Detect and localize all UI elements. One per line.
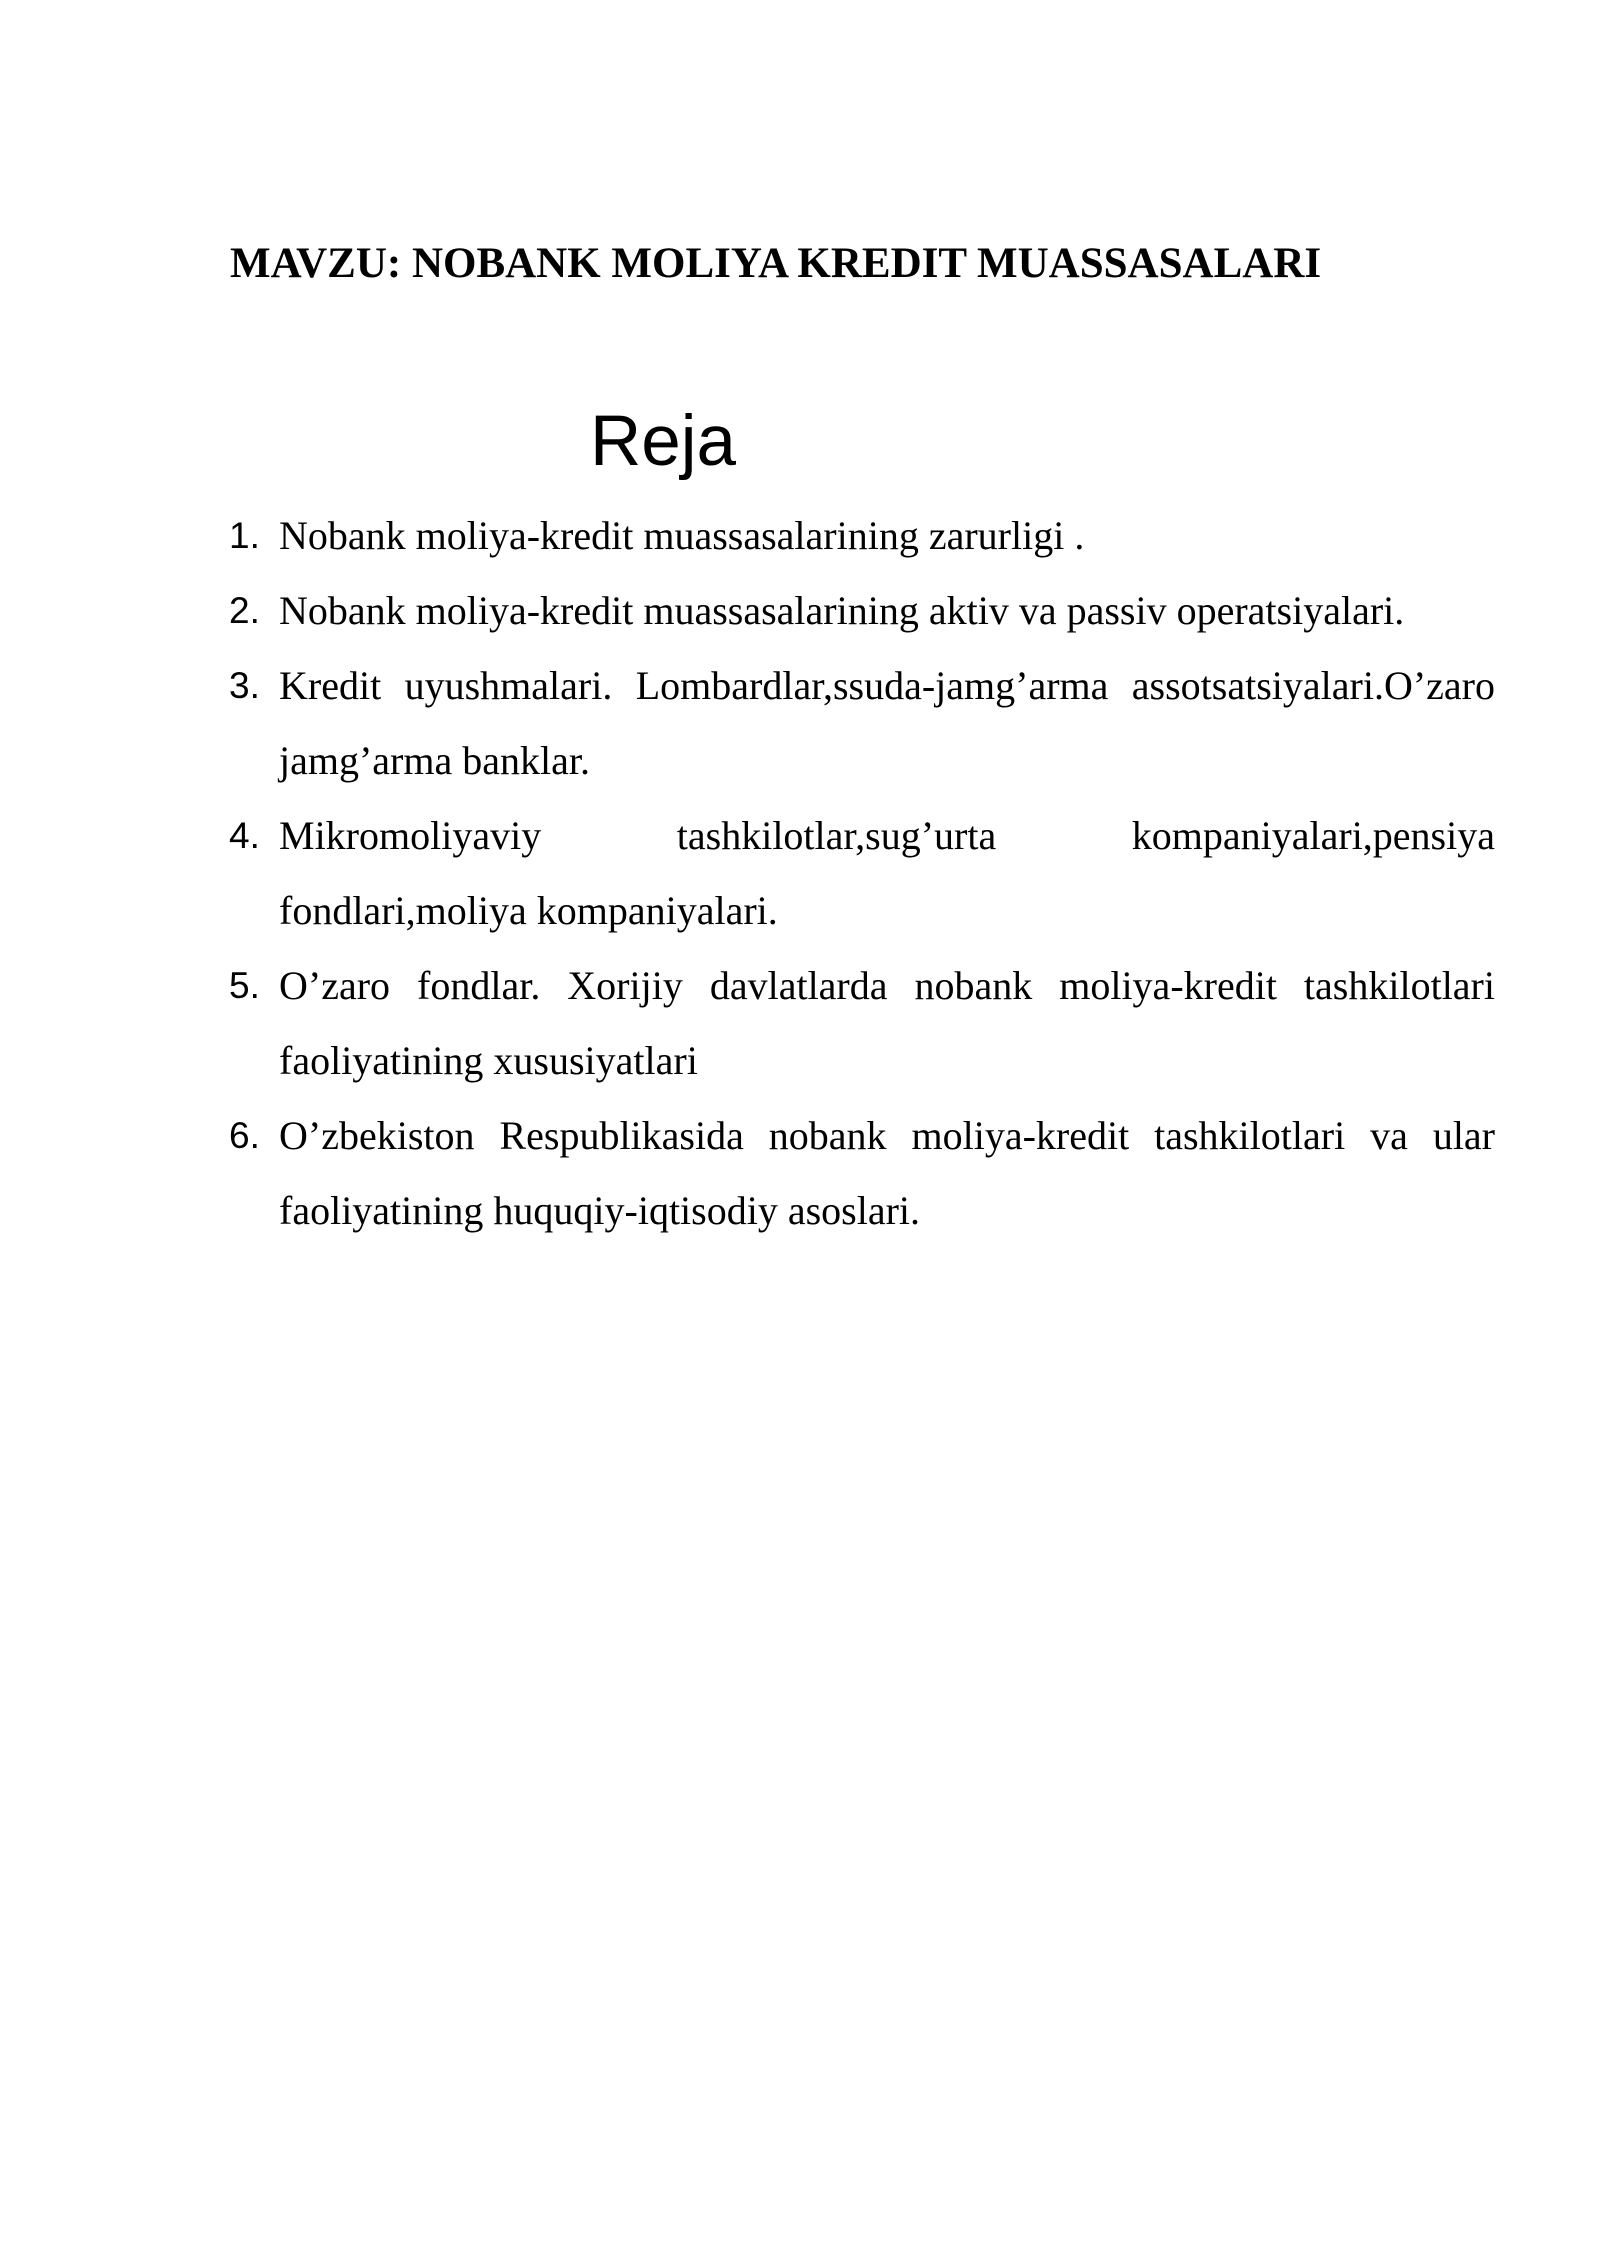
plan-item-number: 1. [229, 515, 260, 556]
plan-item-4 [229, 798, 1495, 948]
plan-item-number: 3. [229, 665, 260, 706]
plan-item-text: Mikromoliyaviy tashkilotlar,sug’urta kompaniyalari,pensiya fondlari,moliya kompaniyalari. [279, 813, 1495, 933]
plan-item-text: O’zbekiston Respublikasida nobank moliya-kredit tashkilotlari va ular faoliyatining huquqiy-iqtisodiy asoslari. [279, 1113, 1495, 1233]
plan-item-3 [229, 648, 1495, 798]
plan-item-2 [229, 573, 1495, 648]
plan-item-1 [229, 498, 1495, 573]
plan-item-text: Nobank moliya-kredit muassasalarining zarurligi . [279, 513, 1085, 558]
plan-item-number: 5. [229, 965, 260, 1006]
plan-item-text: Nobank moliya-kredit muassasalarining aktiv va passiv operatsiyalari. [279, 588, 1405, 633]
plan-item-5 [229, 948, 1495, 1098]
plan-item-text: O’zaro fondlar. Xorijiy davlatlarda nobank moliya-kredit tashkilotlari faoliyatining xususiyatlari [279, 963, 1495, 1083]
plan-list [229, 498, 1495, 1248]
document-title: MAVZU: NOBANK MOLIYA KREDIT MUASSASALARI [230, 240, 1322, 287]
plan-heading: Reja [590, 402, 737, 481]
plan-item-text: Kredit uyushmalari. Lombardlar,ssuda-jamg’arma assotsatsiyalari.O’zaro jamg’arma banklar. [279, 663, 1495, 783]
plan-item-number: 2. [229, 590, 260, 631]
plan-item-number: 4. [229, 815, 260, 856]
plan-item-6 [229, 1098, 1495, 1248]
plan-item-number: 6. [229, 1115, 260, 1156]
